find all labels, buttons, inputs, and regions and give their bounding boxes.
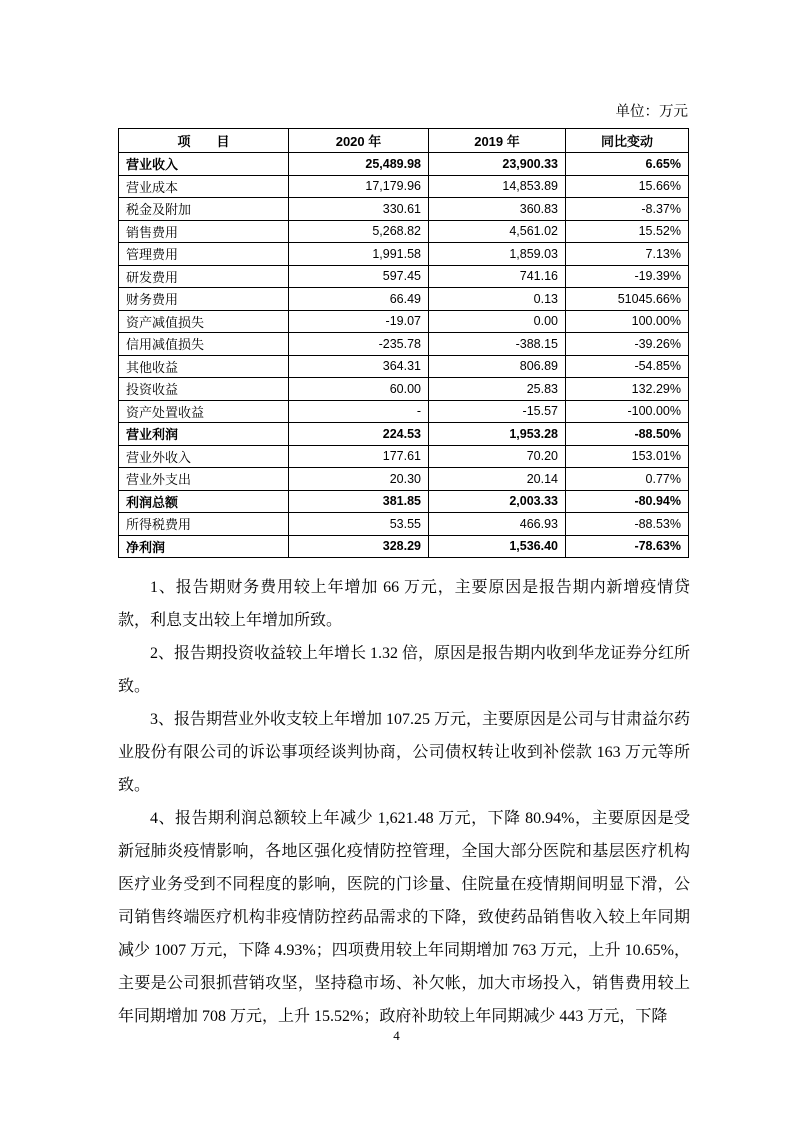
table-cell: 1,991.58 [289,243,429,266]
table-cell: 投资收益 [119,378,289,401]
table-cell: 15.66% [566,175,689,198]
table-cell: 741.16 [429,265,566,288]
table-cell: 1,953.28 [429,423,566,446]
table-cell: 330.61 [289,198,429,221]
table-row [119,310,689,333]
table-cell: 0.13 [429,288,566,311]
table-cell: -19.07 [289,310,429,333]
table-cell: 7.13% [566,243,689,266]
table-cell: - [289,400,429,423]
table-cell: 营业成本 [119,175,289,198]
table-cell: 70.20 [429,445,566,468]
table-cell: 100.00% [566,310,689,333]
table-row [119,468,689,491]
table-cell: 328.29 [289,535,429,558]
table-row [119,265,689,288]
table-cell: 销售费用 [119,220,289,243]
table-cell: 2,003.33 [429,490,566,513]
table-cell: -8.37% [566,198,689,221]
table-row [119,355,689,378]
table-row [119,378,689,401]
table-cell: -78.63% [566,535,689,558]
table-cell: 25,489.98 [289,153,429,176]
table-cell: 1,859.03 [429,243,566,266]
table-cell: 60.00 [289,378,429,401]
table-row [119,445,689,468]
table-row [119,423,689,446]
table-cell: 14,853.89 [429,175,566,198]
table-row [119,333,689,356]
table-cell: 营业外收入 [119,445,289,468]
header-2019: 2019 年 [429,129,566,153]
table-cell: 20.30 [289,468,429,491]
analysis-paragraph: 3、报告期营业外收支较上年增加 107.25 万元，主要原因是公司与甘肃益尔药业股份有限公司的诉讼事项经谈判协商，公司债权转让收到补偿款 163 万元等所致。 [118,711,691,794]
table-row [119,175,689,198]
table-cell: 税金及附加 [119,198,289,221]
table-row [119,513,689,536]
financial-comparison-table [118,128,689,558]
table-cell: 15.52% [566,220,689,243]
table-cell: 5,268.82 [289,220,429,243]
table-cell: -388.15 [429,333,566,356]
table-row [119,220,689,243]
table-cell: 4,561.02 [429,220,566,243]
table-cell: 信用减值损失 [119,333,289,356]
header-change: 同比变动 [566,129,689,153]
analysis-paragraph: 2、报告期投资收益较上年增长 1.32 倍，原因是报告期内收到华龙证券分红所致。 [118,645,691,695]
table-cell: -235.78 [289,333,429,356]
table-header-row [119,129,689,153]
table-cell: 53.55 [289,513,429,536]
table-cell: -88.53% [566,513,689,536]
page-number: 4 [393,1028,400,1043]
table-cell: -15.57 [429,400,566,423]
table-row [119,535,689,558]
table-row [119,153,689,176]
report-page-content [118,100,691,1033]
table-cell: 其他收益 [119,355,289,378]
table-cell: 224.53 [289,423,429,446]
analysis-paragraphs [118,571,690,1033]
table-cell: 177.61 [289,445,429,468]
table-row [119,288,689,311]
table-cell: -19.39% [566,265,689,288]
table-cell: 66.49 [289,288,429,311]
table-cell: 597.45 [289,265,429,288]
header-2020: 2020 年 [289,129,429,153]
table-row [119,198,689,221]
analysis-paragraph: 1、报告期财务费用较上年增加 66 万元，主要原因是报告期内新增疫情贷款，利息支出较上年增加所致。 [118,579,690,629]
analysis-paragraph: 4、报告期利润总额较上年减少 1,621.48 万元，下降 80.94%，主要原因是受新冠肺炎疫情影响，各地区强化疫情防控管理，全国大部分医院和基层医疗机构医疗业务受到不同程度的影响，医院的门诊量、住院量在疫情期间明显下滑，公司销售终端医疗机构非疫情防控药品需求的下降，致使药品销售收入较上年同期减少 1007 万元，下降 4.93%；四项费用较上年同期增加 763 万元，上升 10.65%，主要是公司狠抓营销攻坚，坚持稳市场、补欠帐，加大市场投入，销售费用较上年同期增加 708 万元，上升 15.52%；政府补助较上年同期减少 443 万元，下降 [118,810,690,1025]
table-cell: 0.77% [566,468,689,491]
table-cell: 财务费用 [119,288,289,311]
table-row [119,400,689,423]
table-cell: 20.14 [429,468,566,491]
table-cell: -54.85% [566,355,689,378]
table-cell: 23,900.33 [429,153,566,176]
table-cell: 资产减值损失 [119,310,289,333]
table-cell: 营业利润 [119,423,289,446]
table-cell: 管理费用 [119,243,289,266]
table-cell: 6.65% [566,153,689,176]
table-cell: 466.93 [429,513,566,536]
table-cell: 25.83 [429,378,566,401]
table-cell: 17,179.96 [289,175,429,198]
table-cell: 51045.66% [566,288,689,311]
table-cell: 营业收入 [119,153,289,176]
header-item: 项 目 [119,129,289,153]
table-row [119,243,689,266]
table-cell: 资产处置收益 [119,400,289,423]
table-cell: 利润总额 [119,490,289,513]
table-cell: 153.01% [566,445,689,468]
table-cell: -100.00% [566,400,689,423]
unit-label: 单位：万元 [615,104,688,120]
table-cell: -80.94% [566,490,689,513]
table-cell: 364.31 [289,355,429,378]
table-cell: 营业外支出 [119,468,289,491]
table-cell: 研发费用 [119,265,289,288]
table-cell: 0.00 [429,310,566,333]
table-row [119,490,689,513]
table-cell: 360.83 [429,198,566,221]
table-cell: 1,536.40 [429,535,566,558]
table-cell: -39.26% [566,333,689,356]
table-cell: 806.89 [429,355,566,378]
table-cell: 381.85 [289,490,429,513]
table-cell: 所得税费用 [119,513,289,536]
table-body [119,153,689,558]
table-cell: 132.29% [566,378,689,401]
table-cell: -88.50% [566,423,689,446]
table-cell: 净利润 [119,535,289,558]
